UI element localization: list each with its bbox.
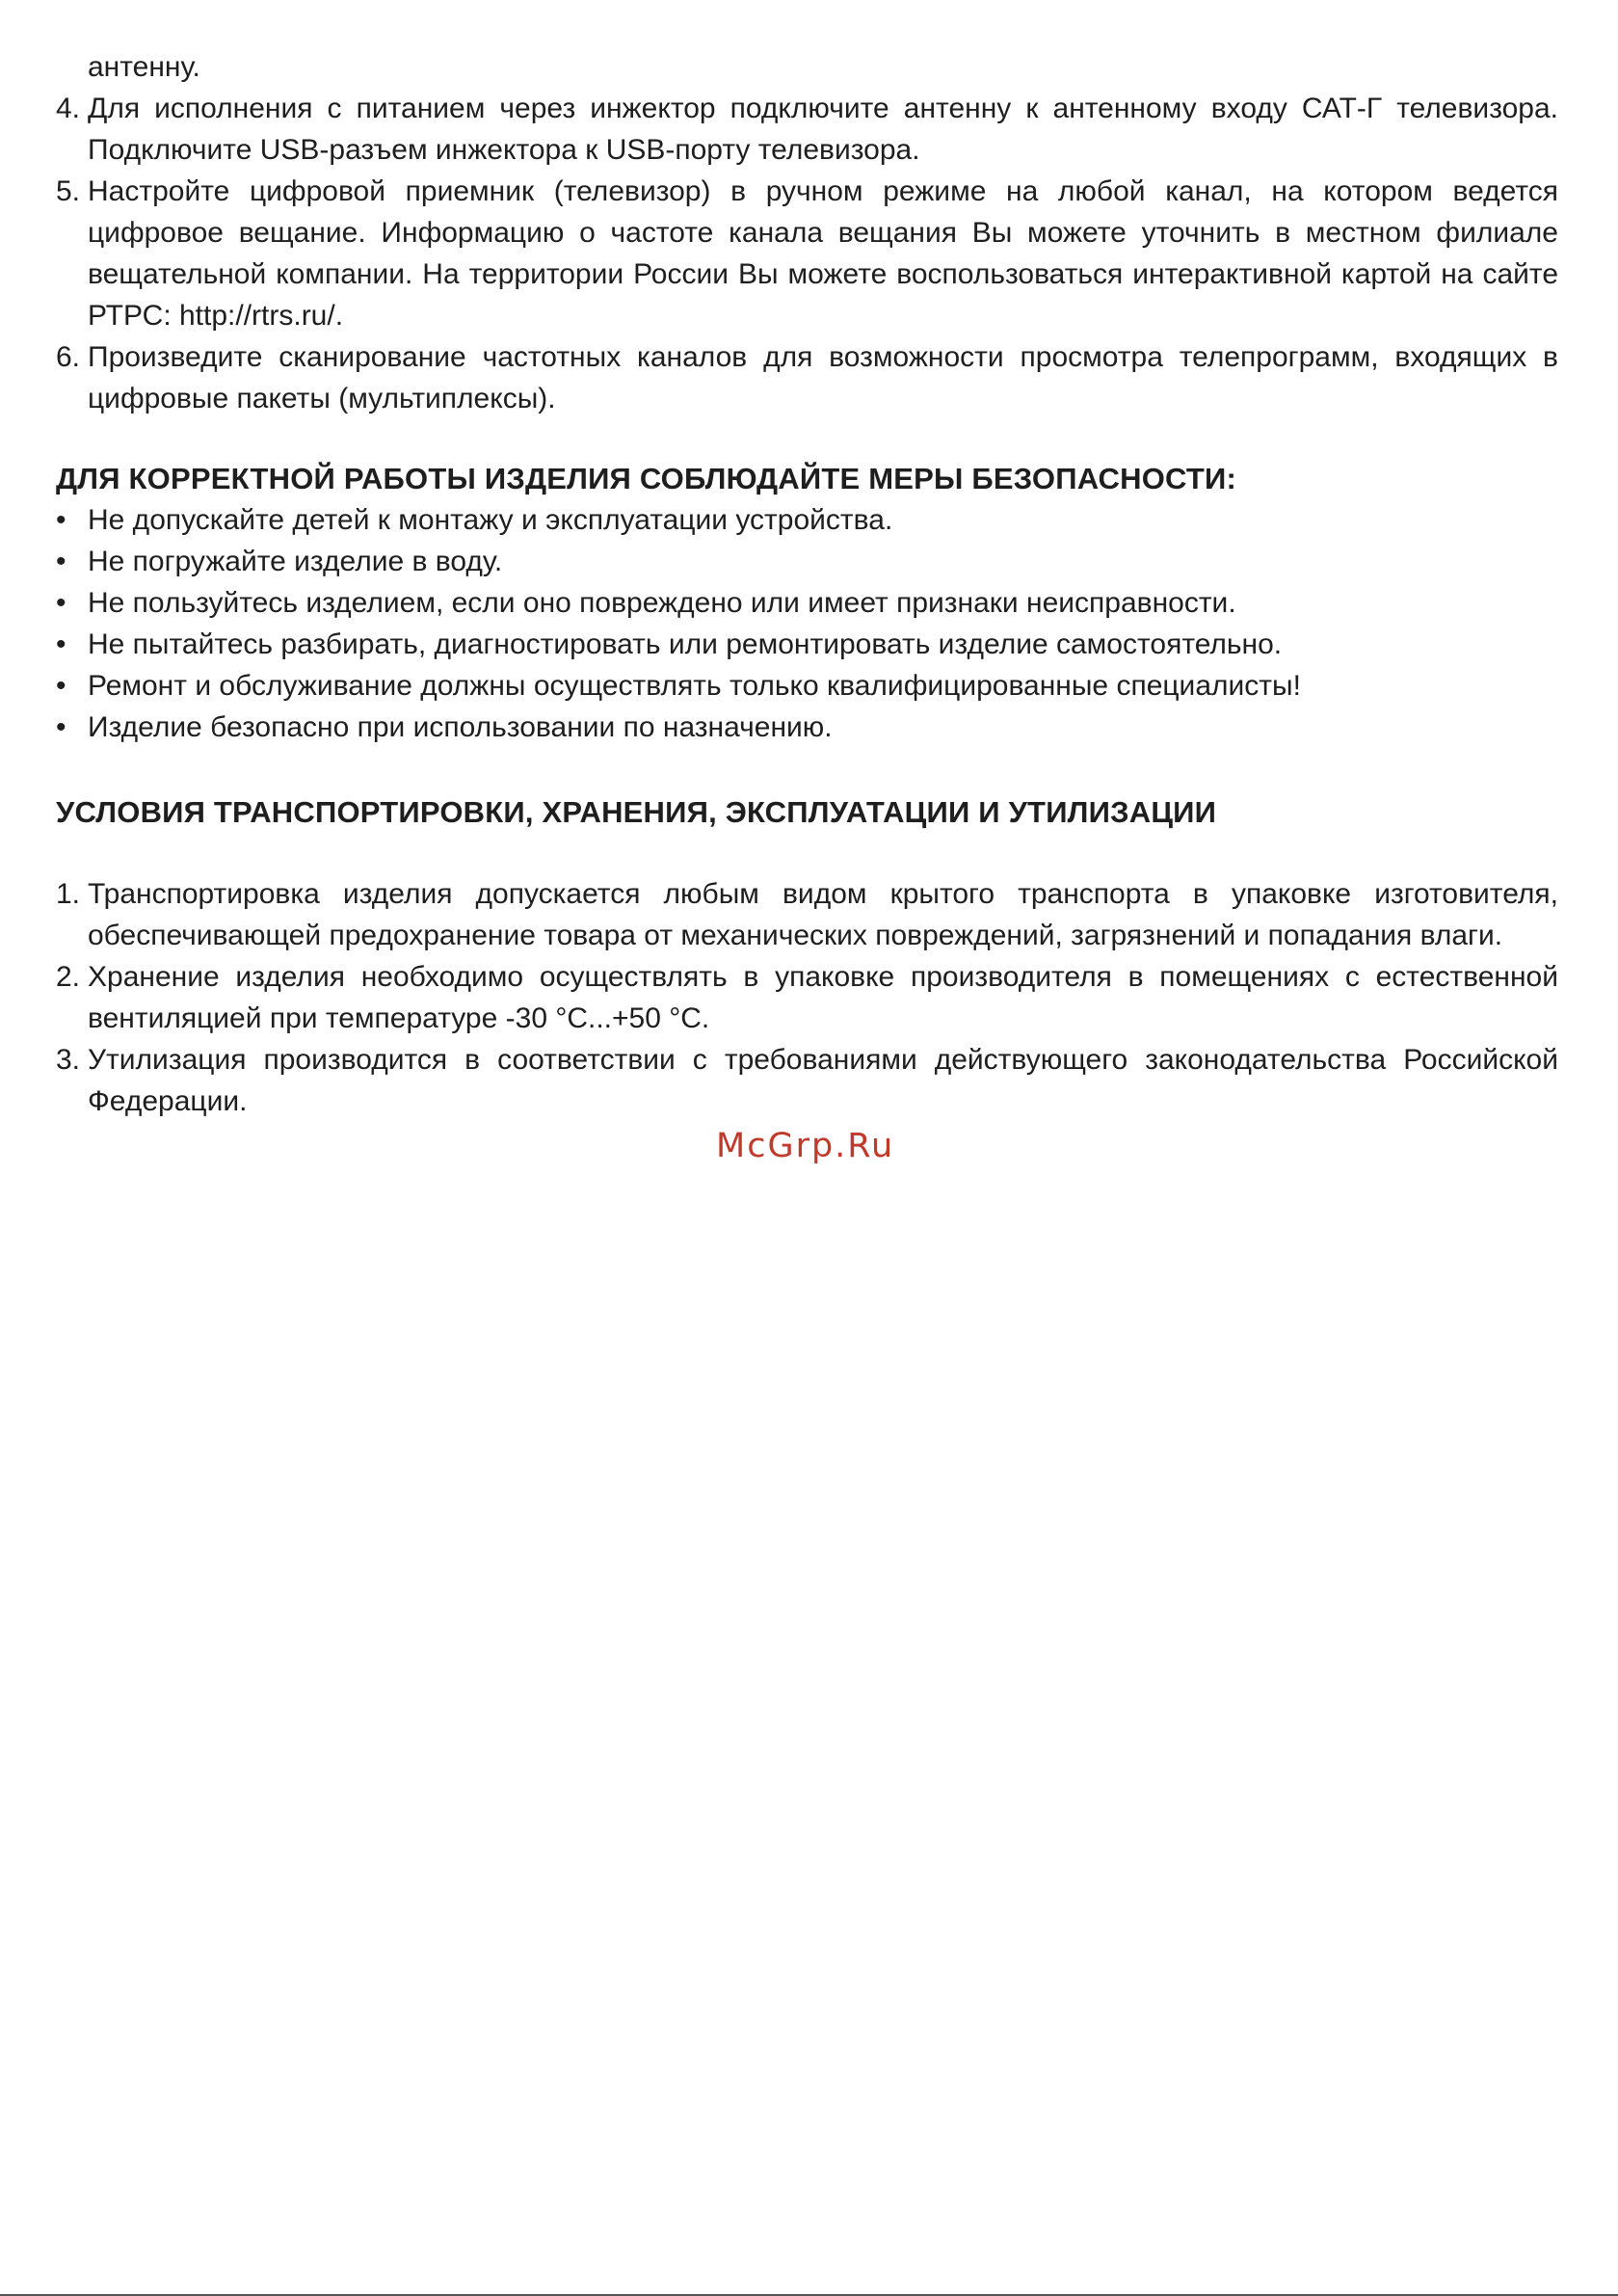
step-number: 4. [56, 93, 81, 124]
item-number: 3. [56, 1044, 81, 1076]
item-text: Транспортировка изделия допускается любым видом крытого транспорта в упаковке изготовителя, обеспечивающей предохранение товара от механических повреждений, загрязнений и попадания влаги. [88, 878, 1558, 951]
step-text: Для исполнения с питанием через инжектор подключите антенну к антенному входу САТ-Г телевизора. Подключите USB-разъем инжектора к USB-порту телевизора. [88, 93, 1558, 166]
safety-item [56, 707, 1558, 748]
watermark-text: McGrp.Ru [716, 1127, 895, 1165]
safety-item-text: Не допускайте детей к монтажу и эксплуатации устройства. [88, 504, 893, 536]
transport-heading: УСЛОВИЯ ТРАНСПОРТИРОВКИ, ХРАНЕНИЯ, ЭКСПЛУАТАЦИИ И УТИЛИЗАЦИИ [56, 795, 1217, 829]
install-steps-list [56, 88, 1558, 419]
install-step-6 [56, 336, 1558, 419]
safety-item [56, 499, 1558, 541]
safety-list [56, 499, 1558, 748]
safety-heading: ДЛЯ КОРРЕКТНОЙ РАБОТЫ ИЗДЕЛИЯ СОБЛЮДАЙТЕ МЕРЫ БЕЗОПАСНОСТИ: [56, 462, 1236, 495]
safety-item-text: Не пользуйтесь изделием, если оно повреждено или имеет признаки неисправности. [88, 587, 1236, 619]
bullet-icon: • [56, 670, 66, 702]
transport-list [56, 873, 1558, 1122]
step-text: Настройте цифровой приемник (телевизор) в ручном режиме на любой канал, на котором ведется цифровое вещание. Информацию о частоте канала вещания Вы можете уточнить в местном филиале вещательной компании. На территории России Вы можете воспользоваться интерактивной картой на сайте РТРС: http://rtrs.ru/. [88, 175, 1558, 332]
bullet-icon: • [56, 711, 66, 743]
step-number: 6. [56, 341, 81, 373]
transport-item-1 [56, 873, 1558, 956]
safety-item [56, 582, 1558, 624]
item-text: Утилизация производится в соответствии с требованиями действующего законодательства Российской Федерации. [88, 1044, 1558, 1117]
safety-item [56, 541, 1558, 582]
bullet-icon: • [56, 504, 66, 536]
document-page [56, 46, 1558, 1122]
safety-item [56, 624, 1558, 665]
safety-item-text: Изделие безопасно при использовании по назначению. [88, 711, 833, 743]
item-number: 1. [56, 878, 81, 910]
transport-item-2 [56, 956, 1558, 1039]
item-number: 2. [56, 961, 81, 993]
step-text: Произведите сканирование частотных каналов для возможности просмотра телепрограмм, входящих в цифровые пакеты (мультиплексы). [88, 341, 1558, 414]
continuation-text: антенну. [88, 51, 200, 83]
safety-item-text: Не пытайтесь разбирать, диагностировать или ремонтировать изделие самостоятельно. [88, 628, 1283, 660]
bullet-icon: • [56, 587, 66, 619]
safety-item [56, 665, 1558, 707]
install-step-5 [56, 171, 1558, 336]
bullet-icon: • [56, 628, 66, 660]
bullet-icon: • [56, 546, 66, 577]
safety-item-text: Не погружайте изделие в воду. [88, 546, 503, 577]
transport-item-3 [56, 1039, 1558, 1122]
install-step-4 [56, 88, 1558, 171]
safety-item-text: Ремонт и обслуживание должны осуществлять только квалифицированные специалисты! [88, 670, 1301, 702]
step-number: 5. [56, 175, 81, 207]
item-text: Хранение изделия необходимо осуществлять в упаковке производителя в помещениях с естественной вентиляцией при температуре -30 °С...+50 °С. [88, 961, 1558, 1034]
